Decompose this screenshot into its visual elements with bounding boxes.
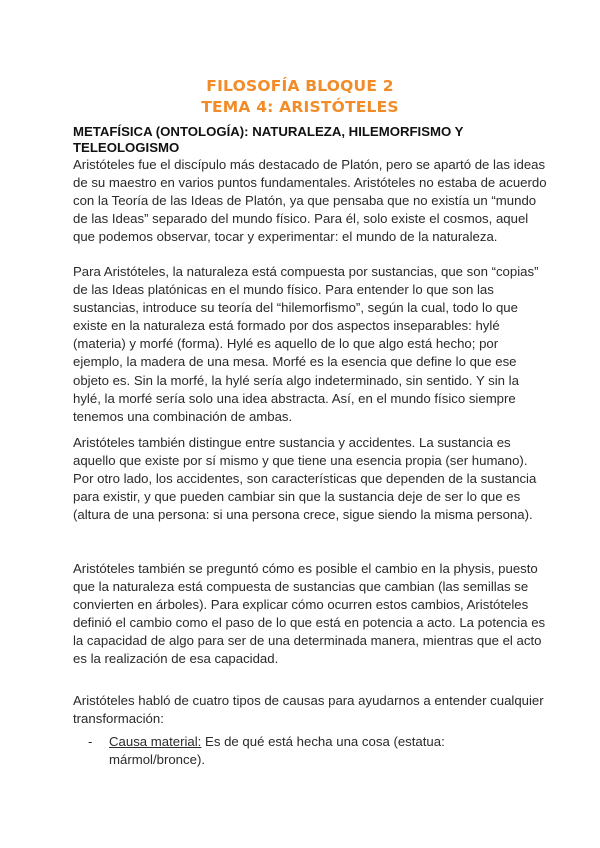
list-item — [88, 733, 538, 769]
paragraph-3: Aristóteles también distingue entre sustancia y accidentes. La sustancia es aquello que existe por sí mismo y que tiene una esencia propia (ser humano). Por otro lado, los accidentes, son características que dependen de la sustancia para existir, y que pueden cambiar sin que la sustancia deje de ser lo que es (altura de una persona: si una persona crece, sigue siendo la misma persona). — [73, 435, 537, 523]
document-title: FILOSOFÍA BLOQUE 2 — [206, 77, 394, 95]
list-bullet: - — [88, 734, 93, 749]
causes-list — [88, 733, 538, 769]
list-item-term: Causa material: — [109, 734, 202, 749]
paragraph-5: Aristóteles habló de cuatro tipos de causas para ayudarnos a entender cualquier transformación: — [73, 693, 544, 727]
list-item-body — [109, 733, 538, 769]
document-subtitle: TEMA 4: ARISTÓTELES — [201, 98, 399, 116]
paragraph-4: Aristóteles también se preguntó cómo es posible el cambio en la physis, puesto que la naturaleza está compuesta de sustancias que cambian (las semillas se convierten en árboles). Para explicar cómo ocurren estos cambios, Aristóteles definió el cambio como el paso de lo que está en potencia a acto. La potencia es la capacidad de algo para ser de una determinada manera, mientras que el acto es la realización de esa capacidad. — [73, 561, 546, 667]
section-heading: METAFÍSICA (ONTOLOGÍA): NATURALEZA, HILEMORFISMO Y TELEOLOGISMO — [73, 124, 464, 155]
list-item-text: Es de qué está hecha una cosa (estatua: mármol/bronce). — [109, 734, 445, 768]
paragraph-2: Para Aristóteles, la naturaleza está compuesta por sustancias, que son “copias” de las Ideas platónicas en el mundo físico. Para entender lo que son las sustancias, introduce su teoría del “hilemorfismo”, según la cual, todo lo que existe en la naturaleza está formado por dos aspectos inseparables: hylé (materia) y morfé (forma). Hylé es aquello de lo que algo está hecho; por ejemplo, la madera de una mesa. Morfé es la esencia que define lo que ese objeto es. Sin la morfé, la hylé sería algo indeterminado, sin sentido. Y sin la hylé, la morfé sería solo una idea abstracta. Así, en el mundo físico siempre tenemos una combinación de ambas. — [73, 264, 539, 424]
paragraph-1: Aristóteles fue el discípulo más destacado de Platón, pero se apartó de las ideas de su maestro en varios puntos fundamentales. Aristóteles no estaba de acuerdo con la Teoría de las Ideas de Platón, ya que pensaba que no existía un “mundo de las Ideas” separado del mundo físico. Para él, solo existe el cosmos, aquel que podemos observar, tocar y experimentar: el mundo de la naturaleza. — [73, 157, 547, 245]
